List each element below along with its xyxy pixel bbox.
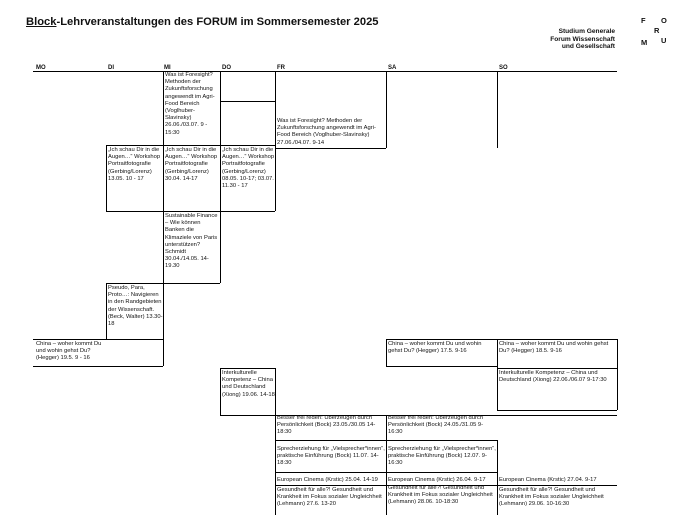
grid-line <box>497 368 617 369</box>
grid-line <box>33 366 163 367</box>
event-interkulturell-so: Interkulturelle Kompetenz – China und Deutschland (Xiong) 22.06./06.07 9-17:30 <box>499 370 607 384</box>
grid-line <box>163 283 164 366</box>
grid-line <box>386 339 617 340</box>
grid-line <box>163 145 164 211</box>
title-underlined: Block <box>26 16 57 28</box>
grid-line <box>275 472 497 473</box>
grid-line <box>220 211 221 283</box>
grid-line <box>220 368 221 415</box>
grid-line <box>275 145 276 211</box>
event-reden-sa: Besser frei reden: Überzeugen durch Persönlichkeit (Bock) 24.05./31.05 9-16:30 <box>388 415 484 436</box>
organization-name <box>550 28 615 51</box>
event-china-sa: China – woher kommt Du und wohin gehst Du? (Hegger) 17.5. 9-16 <box>388 341 482 355</box>
logo-letter-f: F <box>641 16 646 25</box>
grid-line <box>617 339 618 410</box>
event-augen-mi: „Ich schau Dir in die Augen…“ Workshop Portraitfotografie (Gerbing/Lorenz) 30.04. 14-17 <box>165 147 218 182</box>
day-header-mi: MI <box>164 65 171 71</box>
day-header-mo: MO <box>36 65 46 71</box>
event-china-mo: China – woher kommt Du und wohin gehst Du? (Hegger) 19.5. 9 - 16 <box>36 341 102 362</box>
grid-line <box>497 440 498 515</box>
grid-line <box>275 368 276 515</box>
day-header-do: DO <box>222 65 231 71</box>
event-gesundheit-fr: Gesundheit für alle?! Gesundheit und Krankheit im Fokus sozialer Ungleichheit (Lehmann) 27.6. 13-20 <box>277 487 382 508</box>
grid-line <box>163 211 164 283</box>
logo-letter-r: R <box>654 26 660 35</box>
grid-line <box>106 211 275 212</box>
org-line-3: und Gesellschaft <box>561 43 615 51</box>
grid-line <box>220 101 275 102</box>
event-china-so: China – woher kommt Du und wohin gehst Du? (Hegger) 18.5. 9-16 <box>499 341 609 355</box>
grid-line <box>163 71 164 145</box>
day-header-so: SO <box>499 65 508 71</box>
logo-letter-m: M <box>641 38 648 47</box>
event-gesundheit-so: Gesundheit für alle?! Gesundheit und Krankheit im Fokus sozialer Ungleichheit (Lehmann) 29.06. 10-16:30 <box>499 487 604 508</box>
grid-line <box>33 339 163 340</box>
forum-logo <box>641 16 667 46</box>
grid-line <box>386 339 387 366</box>
org-line-2: Forum Wissenschaft <box>550 35 615 43</box>
page-title <box>26 16 379 28</box>
event-foresight-mi: Was ist Foresight? Methoden der Zukunftsforschung angewendt im Agri-Food Bereich (Voglhuber-Slavinsky) 26.06./03.07. 9 - 15:30 <box>165 72 215 136</box>
grid-line <box>220 368 275 369</box>
grid-line <box>386 366 497 367</box>
grid-line <box>497 71 498 148</box>
grid-line <box>106 283 107 339</box>
day-header-sa: SA <box>388 65 397 71</box>
header-rule <box>33 71 617 72</box>
event-vielsprecher-fr: Sprecherziehung für „Vielsprecher*innen“, praktische Einführung (Bock) 11.07. 14-18:30 <box>277 446 385 467</box>
grid-line <box>497 339 498 410</box>
day-header-di: DI <box>108 65 114 71</box>
grid-line <box>275 148 386 149</box>
grid-line <box>386 415 387 515</box>
event-foresight-fr: Was ist Foresight? Methoden der Zukunftsforschung angewendt im Agri-Food Bereich (Voglhuber-Slavinsky) 27.06./04.07. 9-14 <box>277 118 376 146</box>
grid-line <box>275 440 497 441</box>
grid-line <box>106 145 107 211</box>
event-cinema-so: European Cinema (Krstic) 27.04. 9-17 <box>499 477 597 483</box>
grid-line <box>386 71 387 148</box>
event-augen-do: „Ich schau Dir in die Augen…“ Workshop Portraitfotografie (Gerbing/Lorenz) 08.05. 10-17; 03.07. 11.30 - 17 <box>222 147 275 190</box>
event-reden-fr: Besser frei reden: Überzeugen durch Persönlichkeit (Bock) 23.05./30.05 14-18:30 <box>277 415 376 436</box>
logo-letter-u: U <box>661 36 667 45</box>
logo-letter-o: O <box>661 16 667 25</box>
event-interkulturell-do: Interkulturelle Kompetenz – China und Deutschland (Xiong) 19.06. 14-18 <box>222 370 275 398</box>
event-cinema-fr: European Cinema (Krstic) 25.04. 14-19 <box>277 477 378 483</box>
event-pseudo-di: Pseudo, Para, Proto…: Navigieren in den Randgebieten der Wissenschaft. (Beck, Walter) 13.30-18 <box>108 285 163 328</box>
event-augen-di: „Ich schau Dir in die Augen…“ Workshop Portraitfotografie (Gerbing/Lorenz) 13.05. 10 - 17 <box>108 147 161 182</box>
title-rest: -Lehrveranstaltungen des FORUM im Sommersemester 2025 <box>56 16 379 28</box>
event-gesundheit-sa: Gesundheit für alle?! Gesundheit und Krankheit im Fokus sozialer Ungleichheit (Lehmann) 28.06. 10-18:30 <box>388 485 493 506</box>
grid-line <box>106 145 163 146</box>
grid-line <box>220 145 221 211</box>
grid-line <box>163 145 275 146</box>
grid-line <box>220 71 221 145</box>
grid-line <box>275 71 276 145</box>
event-cinema-sa: European Cinema (Krstic) 26.04. 9-17 <box>388 477 486 483</box>
grid-line <box>497 410 617 411</box>
org-line-1: Studium Generale <box>558 28 615 35</box>
event-finance-mi: Sustainable Finance – Wie können Banken die Klimaziele von Paris unterstützen? Schmidt 30.04./14.05. 14-19.30 <box>165 213 218 270</box>
event-vielsprecher-sa: Sprecherziehung für „Vielsprecher*innen“, praktische Einführung (Bock) 12.07. 9-16:30 <box>388 446 496 467</box>
day-header-fr: FR <box>277 65 285 71</box>
